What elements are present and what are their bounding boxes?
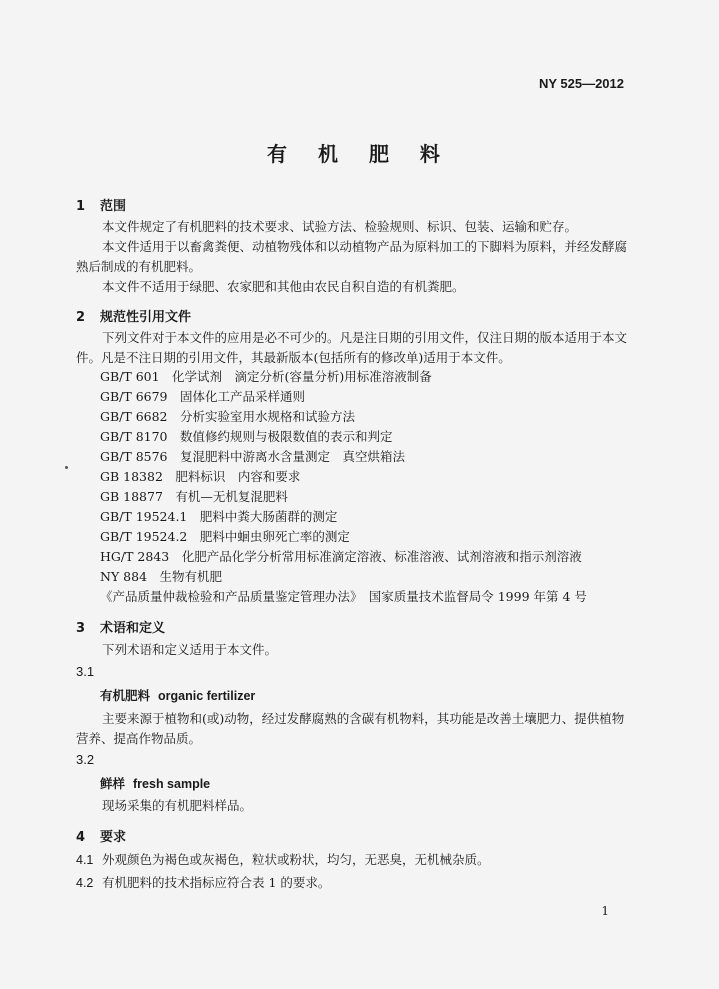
- section-3-heading: 3 术语和定义: [76, 621, 166, 636]
- reference-item: NY 884 生物有机肥: [100, 569, 223, 584]
- reference-item: GB/T 8170 数值修约规则与极限数值的表示和判定: [100, 429, 393, 444]
- reference-item: GB/T 19524.1 肥料中粪大肠菌群的测定: [100, 509, 338, 524]
- reference-item: GB/T 6682 分析实验室用水规格和试验方法: [100, 409, 356, 424]
- section-2-heading: 2 规范性引用文件: [76, 310, 192, 325]
- reference-item: GB 18382 肥料标识 内容和要求: [100, 469, 301, 484]
- term-heading: 鲜样 fresh sample: [100, 776, 211, 791]
- term-definition: 主要来源于植物和(或)动物，经过发酵腐熟的含碳有机物料，其功能是改善土壤肥力、提供植物营养、提高作物品质。: [76, 711, 625, 746]
- reference-item: 《产品质量仲裁检验和产品质量鉴定管理办法》 国家质量技术监督局令 1999 年第 4 号: [100, 589, 587, 604]
- reference-item: GB/T 601 化学试剂 滴定分析(容量分析)用标准溶液制备: [100, 369, 432, 384]
- document-title: 有 机 肥 料: [267, 142, 452, 166]
- scope-paragraph-2: 本文件适用于以畜禽粪便、动植物残体和以动植物产品为原料加工的下脚料为原料，并经发酵腐熟后制成的有机肥料。: [76, 239, 628, 274]
- reference-item: GB/T 19524.2 肥料中蛔虫卵死亡率的测定: [100, 529, 350, 544]
- reference-item: GB 18877 有机—无机复混肥料: [100, 489, 288, 504]
- requirement-item: 4.2 有机肥料的技术指标应符合表 1 的要求。: [76, 875, 331, 890]
- terms-intro: 下列术语和定义适用于本文件。: [102, 642, 278, 657]
- page-number: 1: [601, 904, 609, 918]
- section-1-heading: 1 范围: [76, 199, 127, 214]
- reference-item: GB/T 8576 复混肥料中游离水含量测定 真空烘箱法: [100, 449, 406, 464]
- term-number: 3.1: [76, 664, 95, 679]
- reference-item: HG/T 2843 化肥产品化学分析常用标准滴定溶液、标准溶液、试剂溶液和指示剂溶液: [100, 549, 582, 564]
- scope-paragraph-1: 本文件规定了有机肥料的技术要求、试验方法、检验规则、标识、包装、运输和贮存。: [102, 219, 578, 234]
- scope-paragraph-3: 本文件不适用于绿肥、农家肥和其他由农民自积自造的有机粪肥。: [102, 279, 465, 294]
- requirement-item: 4.1 外观颜色为褐色或灰褐色，粒状或粉状，均匀，无恶臭，无机械杂质。: [76, 852, 490, 867]
- term-number: 3.2: [76, 752, 95, 767]
- scan-speck: [65, 466, 68, 469]
- term-heading: 有机肥料 organic fertilizer: [100, 688, 256, 703]
- normref-intro: 下列文件对于本文件的应用是必不可少的。凡是注日期的引用文件，仅注日期的版本适用于本文件。凡是不注日期的引用文件，其最新版本(包括所有的修改单)适用于本文件。: [76, 330, 628, 365]
- standard-code: NY 525—2012: [538, 76, 624, 91]
- section-4-heading: 4 要求: [76, 830, 127, 845]
- reference-item: GB/T 6679 固体化工产品采样通则: [100, 389, 306, 404]
- term-definition: 现场采集的有机肥料样品。: [102, 798, 253, 813]
